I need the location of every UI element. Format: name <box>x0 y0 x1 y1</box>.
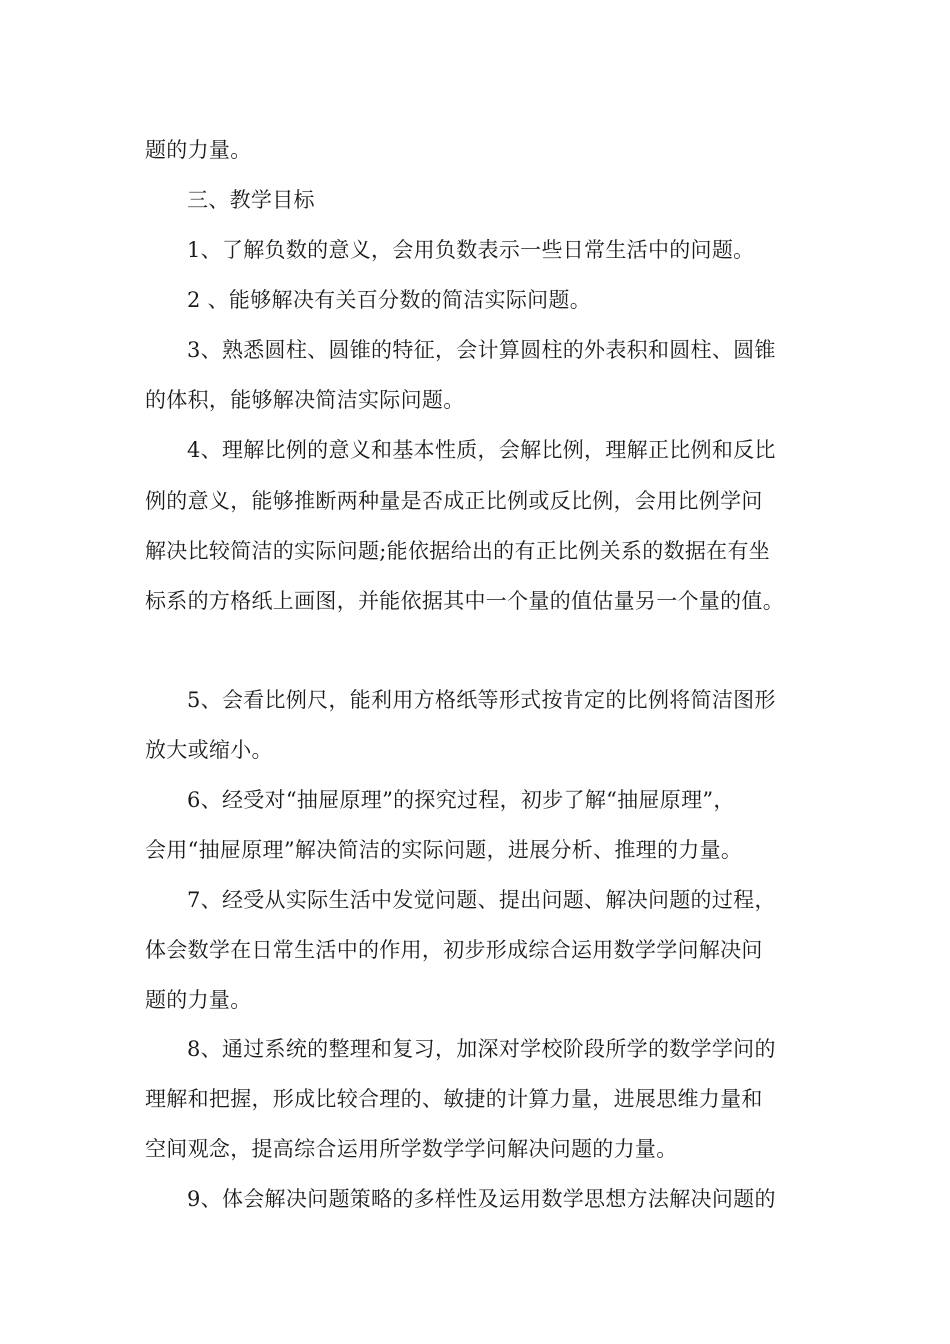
text-line: 2 、能够解决有关百分数的简洁实际问题。 <box>187 288 592 312</box>
text-line: 1、了解负数的意义，会用负数表示一些日常生活中的问题。 <box>187 238 755 262</box>
text-line: 6、经受对“抽屉原理”的探究过程，初步了解“抽屉原理”， <box>187 788 735 812</box>
text-line: 8、通过系统的整理和复习，加深对学校阶段所学的数学学问的 <box>187 1037 776 1061</box>
text-line: 理解和把握，形成比较合理的、敏捷的计算力量，进展思维力量和 <box>145 1087 763 1111</box>
text-line: 标系的方格纸上画图，并能依据其中一个量的值估量另一个量的值。 <box>145 589 784 613</box>
text-line: 9、体会解决问题策略的多样性及运用数学思想方法解决问题的 <box>187 1187 776 1211</box>
text-line: 体会数学在日常生活中的作用，初步形成综合运用数学学问解决问 <box>145 938 763 962</box>
text-line: 题的力量。 <box>145 988 252 1012</box>
text-line: 的体积，能够解决简洁实际问题。 <box>145 388 465 412</box>
text-line: 5、会看比例尺，能利用方格纸等形式按肯定的比例将简洁图形 <box>187 688 776 712</box>
text-line: 例的意义，能够推断两种量是否成正比例或反比例，会用比例学问 <box>145 489 763 513</box>
section-heading: 三、教学目标 <box>187 188 315 212</box>
text-line: 空间观念，提高综合运用所学数学学问解决问题的力量。 <box>145 1137 678 1161</box>
text-line: 解决比较简洁的实际问题;能依据给出的有正比例关系的数据在有坐 <box>145 539 771 563</box>
text-line: 会用“抽屉原理”解决简洁的实际问题，进展分析、推理的力量。 <box>145 838 743 862</box>
text-line: 3、熟悉圆柱、圆锥的特征，会计算圆柱的外表积和圆柱、圆锥 <box>187 338 776 362</box>
text-line: 4、理解比例的意义和基本性质，会解比例，理解正比例和反比 <box>187 438 776 462</box>
text-line: 7、经受从实际生活中发觉问题、提出问题、解决问题的过程， <box>187 888 776 912</box>
text-line: 放大或缩小。 <box>145 738 273 762</box>
text-line: 题的力量。 <box>145 138 252 162</box>
